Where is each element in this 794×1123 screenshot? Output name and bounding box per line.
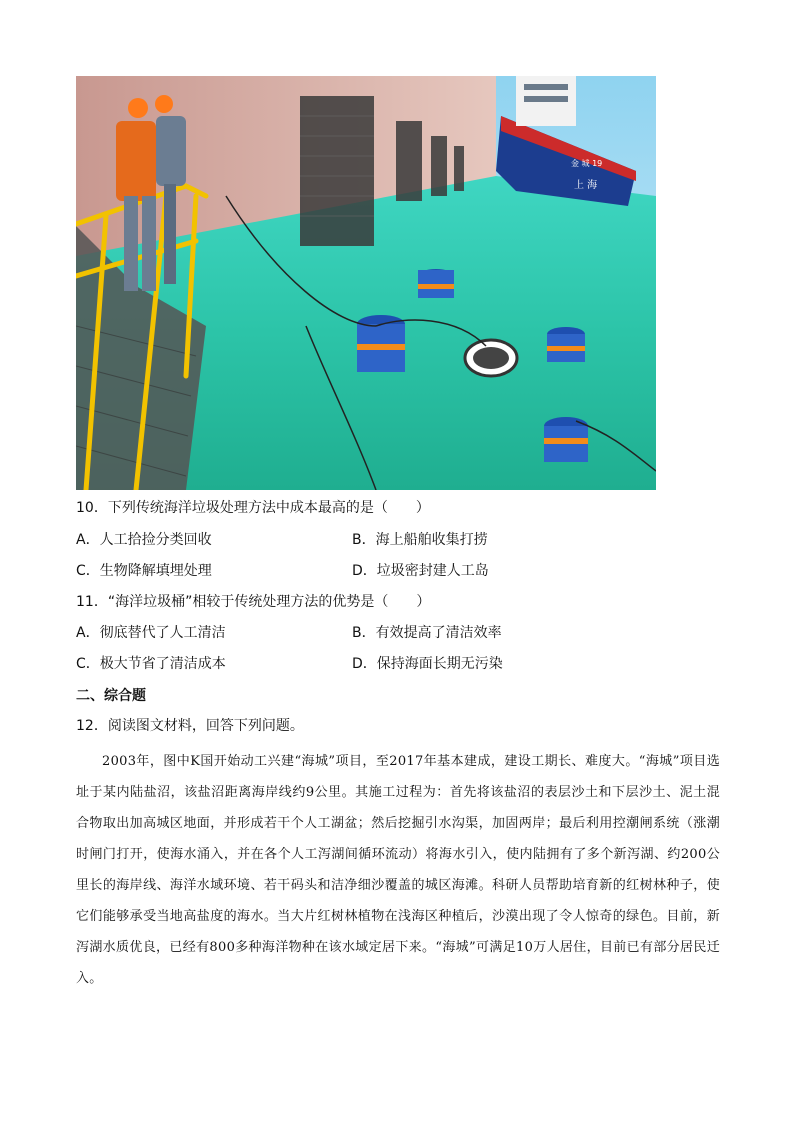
harbor-seabin-photo: [76, 76, 656, 490]
question-10-option-b[interactable]: B．海上船舶收集打捞: [352, 532, 488, 548]
question-11-option-c[interactable]: C．极大节省了清洁成本: [76, 656, 226, 672]
question-10-option-a[interactable]: A．人工拾捡分类回收: [76, 532, 212, 548]
reading-passage: 2003年，图中K国开始动工兴建“海城”项目，至2017年基本建成，建设工期长、难度大。“海城”项目选址于某内陆盐沼，该盐沼距离海岸线约9公里。其施工过程为：首先将该盐沼的表层沙土和下层沙土、泥土混合物取出加高城区地面，并形成若干个人工湖盆；然后挖掘引水沟渠，加固两岸；最后利用控潮闸系统（涨潮时闸门打开，使海水涌入，并在各个人工泻湖间循环流动）将海水引入，使内陆拥有了多个新泻湖、约200公里长的海岸线、海洋水域环境、若干码头和洁净细沙覆盖的城区海滩。科研人员帮助培育新的红树林种子，使它们能够承受当地高盐度的海水。当大片红树林植物在浅海区种植后，沙漠出现了令人惊奇的绿色。目前，新泻湖水质优良，已经有800多种海洋物种在该水域定居下来。“海城”可满足10万人居住，目前已有部分居民迁入。: [76, 754, 720, 986]
question-11-option-a[interactable]: A．彻底替代了人工清洁: [76, 625, 226, 641]
question-11-option-d[interactable]: D．保持海面长期无污染: [352, 656, 503, 672]
question-11-option-b[interactable]: B．有效提高了清洁效率: [352, 625, 502, 641]
ship-hull-text-1: 金 城 19: [571, 159, 603, 168]
question-11-stem: 11．“海洋垃圾桶”相较于传统处理方法的优势是（ ）: [76, 594, 431, 610]
question-10-option-d[interactable]: D．垃圾密封建人工岛: [352, 563, 489, 579]
question-10-stem: 10．下列传统海洋垃圾处理方法中成本最高的是（ ）: [76, 500, 430, 516]
question-12-stem: 12．阅读图文材料，回答下列问题。: [76, 718, 304, 734]
photo-illustration: [76, 76, 656, 490]
section-title: 二、综合题: [76, 688, 146, 704]
ship-hull-text-2: 上 海: [574, 180, 598, 191]
question-10-option-c[interactable]: C．生物降解填埋处理: [76, 563, 212, 579]
